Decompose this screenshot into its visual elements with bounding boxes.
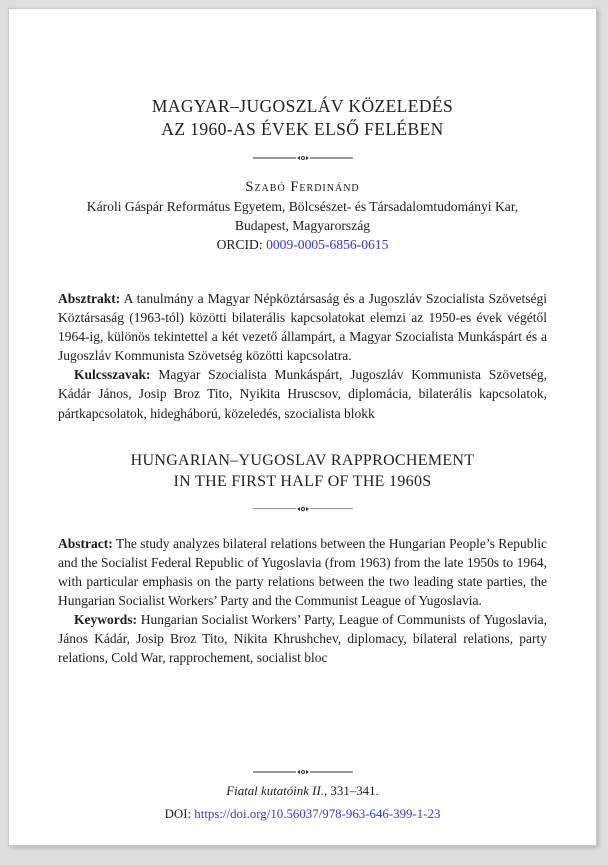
hungarian-title-line1: MAGYAR–JUGOSZLÁV KÖZELEDÉS: [151, 96, 454, 116]
series-pages: 331–341.: [327, 784, 379, 798]
ornament-circle-icon: [301, 770, 305, 774]
english-title-line2: IN THE FIRST HALF OF THE 1960S: [173, 472, 432, 490]
doi-label: DOI:: [164, 807, 195, 821]
ornament-left-arrow-icon: [297, 156, 300, 160]
english-abstract-paragraph: [58, 534, 547, 610]
document-page: [8, 8, 597, 846]
english-keywords-paragraph: [58, 610, 547, 667]
hungarian-keywords-label: Kulcsszavak:: [74, 367, 151, 383]
english-keywords-text: Hungarian Socialist Workers’ Party, League of Communists of Yugoslavia, János Kádár, Josip Broz Tito, Nikita Khrushchev, diplomacy, bilateral relations, party relations, Cold War, rapprochement, socialist bloc: [58, 612, 547, 666]
orcid-line: [58, 235, 547, 254]
divider-rule-left: [253, 771, 296, 773]
author-affiliation-line1: Károli Gáspár Református Egyetem, Bölcsészet- és Társadalomtudományi Kar,: [86, 199, 519, 214]
ornament-circle-icon: [301, 507, 305, 511]
divider-rule-right: [310, 508, 353, 510]
hungarian-abstract-block: [58, 289, 547, 423]
page-footer: [9, 768, 596, 823]
footer-divider: [9, 768, 596, 776]
author-block: [58, 178, 547, 254]
divider-rule-right: [310, 771, 353, 773]
english-title-line1: HUNGARIAN–YUGOSLAV RAPPROCHEMENT: [130, 451, 475, 469]
author-name: Szabó Ferdinánd: [245, 179, 360, 195]
author-affiliation-line2: Budapest, Magyarország: [234, 218, 371, 233]
hungarian-keywords-text: Magyar Szocialista Munkáspárt, Jugoszláv Kommunista Szövetség, Kádár János, Josip Broz Tito, Nyikita Hruscsov, diplomácia, bilaterális kapcsolatok, pártkapcsolatok, hidegháború, közeledés, szocialista blokk: [58, 367, 547, 421]
english-abstract-block: [58, 534, 547, 668]
ornament-right-arrow-icon: [306, 770, 309, 774]
hungarian-title-line2: AZ 1960-AS ÉVEK ELSŐ FELÉBEN: [161, 119, 444, 139]
divider-ornament-icon: [297, 770, 309, 774]
divider-rule-left: [253, 157, 296, 159]
hungarian-title: [58, 9, 547, 141]
divider-rule-right: [310, 157, 353, 159]
english-abstract-text: The study analyzes bilateral relations between the Hungarian People’s Republic and the Socialist Federal Republic of Yugoslavia (from 1963) from the late 1950s to 1964, with particular emphasis on the party relations between the two leading state parties, the Hungarian Socialist Workers’ Party and the Communist League of Yugoslavia.: [58, 535, 547, 608]
section-divider: [58, 154, 547, 162]
english-keywords-label: Keywords:: [74, 612, 137, 628]
hungarian-keywords-paragraph: [58, 365, 547, 422]
series-title: Fiatal kutatóink II.,: [226, 784, 328, 798]
page-content: [9, 9, 596, 667]
english-abstract-label: Abstract:: [58, 535, 113, 551]
orcid-label: ORCID:: [216, 237, 267, 252]
orcid-link[interactable]: 0009-0005-6856-0615: [266, 237, 389, 252]
divider-rule-left: [253, 508, 296, 510]
doi-line: [9, 806, 596, 823]
ornament-right-arrow-icon: [306, 507, 309, 511]
divider-ornament-icon: [297, 507, 309, 511]
divider-ornament-icon: [297, 156, 309, 160]
doi-link[interactable]: https://doi.org/10.56037/978-963-646-399-1-23: [194, 807, 441, 821]
ornament-right-arrow-icon: [306, 156, 309, 160]
series-citation: [9, 783, 596, 800]
ornament-left-arrow-icon: [297, 507, 300, 511]
ornament-left-arrow-icon: [297, 770, 300, 774]
section-divider: [58, 505, 547, 513]
hungarian-abstract-label: Absztrakt:: [58, 291, 121, 306]
english-title: [58, 423, 547, 492]
hungarian-abstract-paragraph: [58, 289, 547, 365]
hungarian-abstract-text: A tanulmány a Magyar Népköztársaság és a Jugoszláv Szocialista Szövetségi Köztársaság (1963-tól) közötti bilaterális kapcsolatokat elemzi az 1950-es évek végétől 1964-ig, különös tekintettel a két vezető állampárt, a Magyar Szocialista Munkáspárt és a Jugoszláv Kommunista Szövetség közötti kapcsolatra.: [58, 291, 547, 364]
ornament-circle-icon: [301, 156, 305, 160]
